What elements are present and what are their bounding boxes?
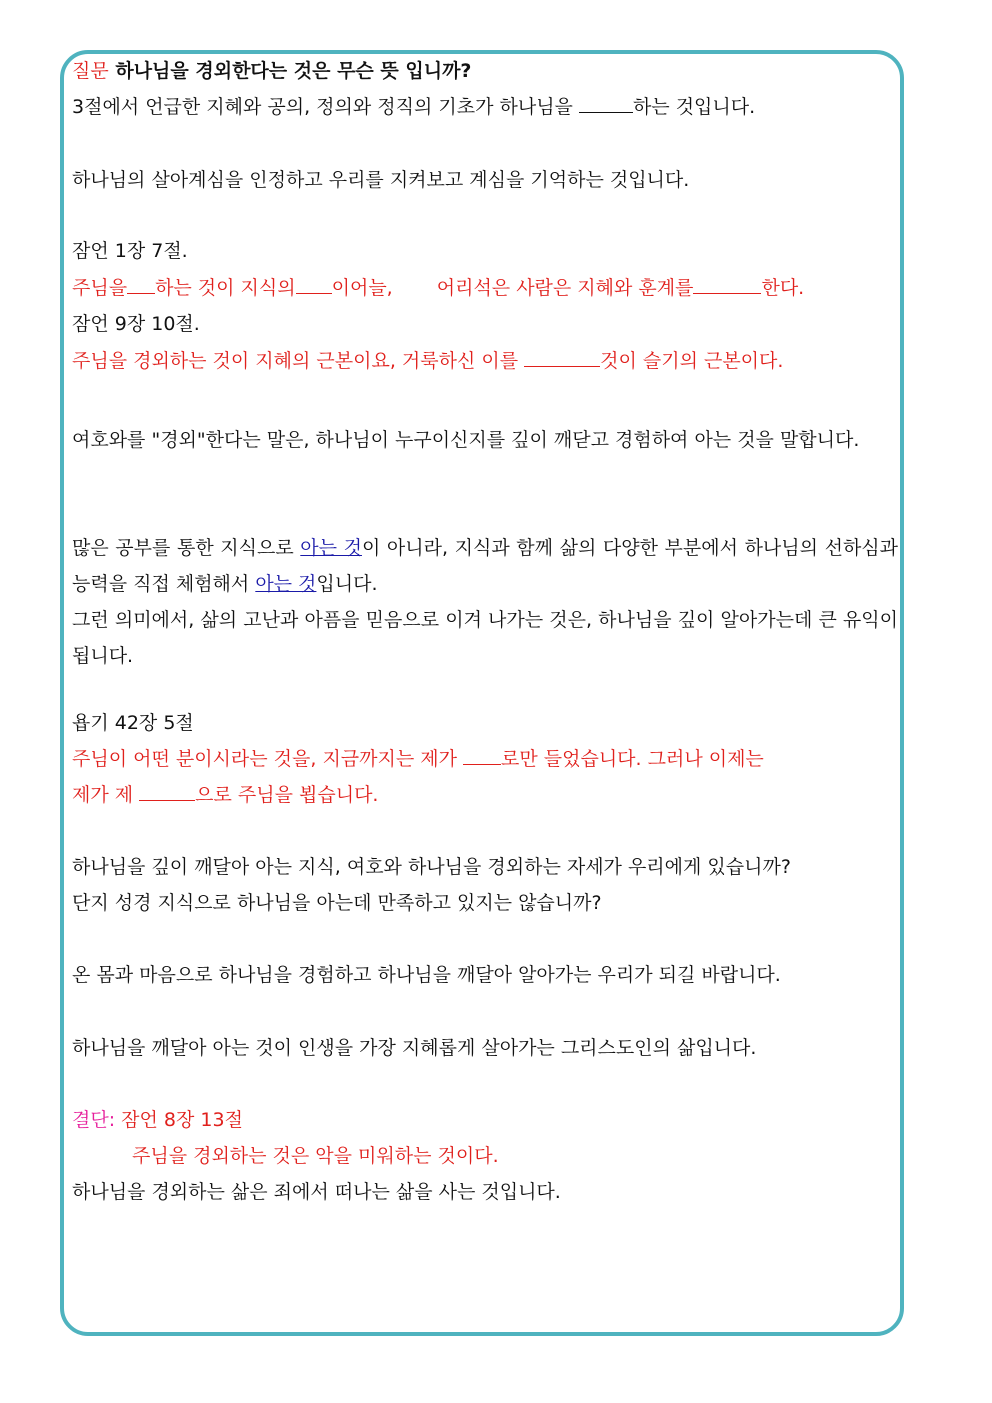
p4-c: 입니다. <box>316 573 378 595</box>
p4-a: 많은 공부를 통한 지식으로 <box>72 537 301 559</box>
blank-4 <box>693 275 761 294</box>
verse-1 <box>72 275 898 301</box>
verse1-d: 어리석은 사람은 지혜와 훈계를 <box>436 277 694 299</box>
verse3-a: 주님이 어떤 분이시라는 것을, 지금까지는 제가 <box>72 748 464 770</box>
verse-4: 주님을 경외하는 것은 악을 미워하는 것이다. <box>132 1145 499 1167</box>
blank-6 <box>463 746 501 765</box>
blank-5 <box>524 348 600 367</box>
blank-7 <box>139 782 195 801</box>
verse-3-line-1 <box>72 746 898 772</box>
blank-1 <box>579 94 633 113</box>
verse-2 <box>72 348 898 374</box>
decision-reference: 잠언 8장 13절 <box>121 1109 243 1131</box>
question-line <box>72 58 898 84</box>
verse1-a: 주님을 <box>72 277 128 299</box>
p4-b: 이 아니라, 지식과 함께 삶의 다양한 부분에서 하나님의 선하심과 능력을 직접 체험해서 <box>72 537 899 595</box>
p1-before: 3절에서 언급한 지혜와 공의, 정의와 정직의 기초가 하나님을 <box>72 96 579 118</box>
decision-line <box>72 1107 898 1133</box>
paragraph-3: 여호와를 "경외"한다는 말은, 하나님이 누구이신지를 깊이 깨닫고 경험하여 아는 것을 말합니다. <box>72 429 860 451</box>
verse1-e: 한다. <box>761 277 805 299</box>
reference-3: 욥기 42장 5절 <box>72 712 194 734</box>
verse2-a: 주님을 경외하는 것이 지혜의 근본이요, 거룩하신 이를 <box>72 350 525 372</box>
paragraph-8: 온 몸과 마음으로 하나님을 경험하고 하나님을 깨달아 알아가는 우리가 되길 바랍니다. <box>72 964 781 986</box>
paragraph-5: 그런 의미에서, 삶의 고난과 아픔을 믿음으로 이겨 나가는 것은, 하나님을 깊이 알아가는데 큰 유익이 됩니다. <box>72 609 898 667</box>
verse2-b: 것이 슬기의 근본이다. <box>600 350 784 372</box>
verse3-d: 으로 주님을 뵙습니다. <box>195 784 379 806</box>
known-link-1[interactable]: 아는 것 <box>300 537 362 559</box>
blank-3 <box>296 275 332 294</box>
p1-after: 하는 것입니다. <box>632 96 756 118</box>
verse1-c: 이어늘, <box>331 277 393 299</box>
paragraph-10: 하나님을 경외하는 삶은 죄에서 떠나는 삶을 사는 것입니다. <box>72 1181 561 1203</box>
reference-1: 잠언 1장 7절. <box>72 240 188 262</box>
blank-2 <box>127 275 155 294</box>
paragraph-2: 하나님의 살아계심을 인정하고 우리를 지켜보고 계심을 기억하는 것입니다. <box>72 169 690 191</box>
paragraph-1 <box>72 94 898 120</box>
verse3-c: 제가 제 <box>72 784 140 806</box>
paragraph-4 <box>72 530 898 602</box>
verse3-b: 로만 들었습니다. 그러나 이제는 <box>501 748 764 770</box>
paragraph-9: 하나님을 깨달아 아는 것이 인생을 가장 지혜롭게 살아가는 그리스도인의 삶입니다. <box>72 1037 757 1059</box>
paragraph-7: 단지 성경 지식으로 하나님을 아는데 만족하고 있지는 않습니까? <box>72 892 602 914</box>
paragraph-6: 하나님을 깊이 깨달아 아는 지식, 여호와 하나님을 경외하는 자세가 우리에게 있습니까? <box>72 856 791 878</box>
reference-2: 잠언 9장 10절. <box>72 313 200 335</box>
question-text: 하나님을 경외한다는 것은 무슨 뜻 입니까? <box>108 60 472 82</box>
verse1-b: 하는 것이 지식의 <box>155 277 296 299</box>
question-label: 질문 <box>72 60 109 82</box>
verse-3-line-2 <box>72 782 898 808</box>
known-link-2[interactable]: 아는 것 <box>255 573 317 595</box>
decision-label: 결단: <box>72 1109 122 1131</box>
